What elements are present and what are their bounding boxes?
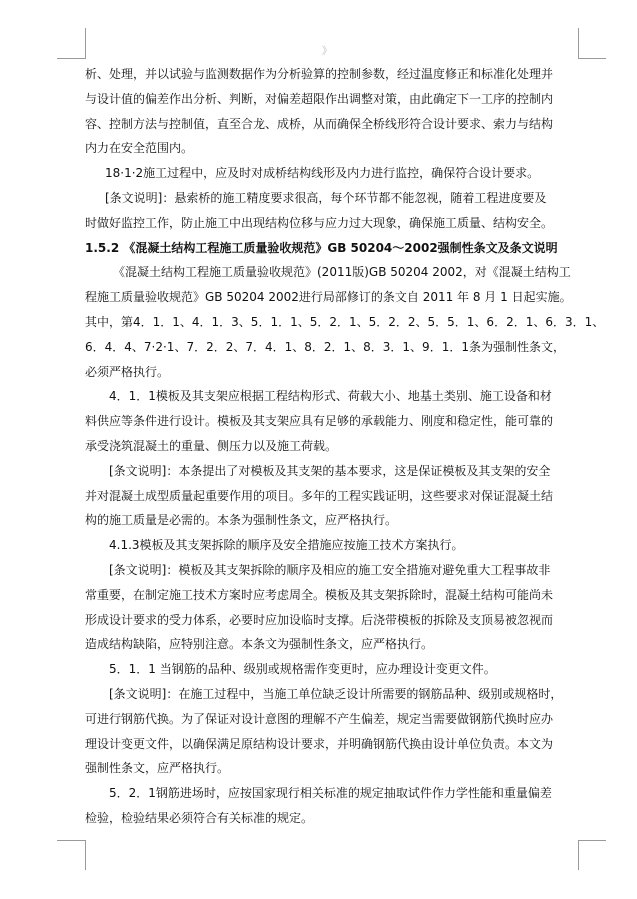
crop-mark-bottom-right-v <box>578 840 579 870</box>
crop-mark-top-right-h <box>578 58 606 59</box>
text-line: 程施工质量验收规范》GB 50204 2002进行局部修订的条文自 2011 年 8 月 1 日起实施。 <box>85 290 572 305</box>
crop-mark-bottom-left-h <box>57 840 85 841</box>
text-line: 强制性条文，应严格执行。 <box>85 761 230 776</box>
text-line: 析、处理，并以试验与监测数据作为分析验算的控制参数，经过温度修正和标准化处理并 <box>85 67 554 81</box>
text-line: 检验，检验结果必须符合有关标准的规定。 <box>85 810 314 825</box>
text-line: 18·1·2施工过程中，应及时对成桥结构线形及内力进行监控，确保符合设计要求。 <box>105 166 540 181</box>
text-line: [条文说明]：本条提出了对模板及其支架的基本要求，这是保证模板及其支架的安全 <box>109 463 551 478</box>
text-line: 5．1．1 当钢筋的品种、级别或规格需作变更时，应办理设计变更文件。 <box>109 662 496 677</box>
text-line: 容、控制方法与控制值，直至合龙、成桥，从而确保全桥线形符合设计要求、索力与结构 <box>85 116 554 131</box>
text-line: 常重要，在制定施工技术方案时应考虑周全。模板及其支架拆除时，混凝土结构可能尚未 <box>85 587 554 602</box>
text-line: 4.1.3模板及其支架拆除的顺序及安全措施应按施工技术方案执行。 <box>109 538 464 553</box>
crop-mark-top-left-h <box>57 58 85 59</box>
text-line: 《混凝土结构工程施工质量验收规范》(2011版)GB 50204 2002，对《混凝土结构工 <box>113 265 571 280</box>
crop-mark-bottom-left-v <box>85 840 86 870</box>
text-line: 可进行钢筋代换。为了保证对设计意图的理解不产生偏差，规定当需要做钢筋代换时应办 <box>85 711 554 726</box>
text-line: 时做好监控工作，防止施工中出现结构位移与应力过大现象，确保施工质量、结构安全。 <box>85 215 554 230</box>
crop-mark-top-right-v <box>578 28 579 59</box>
text-line: 料供应等条件进行设计。模板及其支架应具有足够的承载能力、刚度和稳定性，能可靠的 <box>85 414 554 429</box>
text-line: 4．1．1模板及其支架应根据工程结构形式、荷载大小、地基土类别、施工设备和材 <box>109 389 552 404</box>
crop-mark-top-left-v <box>85 28 86 59</box>
text-line: 构的施工质量是必需的。本条为强制性条文，应严格执行。 <box>85 513 398 528</box>
text-line: 内力在安全范围内。 <box>85 141 194 156</box>
text-line: 理设计变更文件，以确保满足原结构设计要求，并明确钢筋代换由设计单位负责。本文为 <box>85 736 554 751</box>
text-line: [条文说明]：在施工过程中，当施工单位缺乏设计所需要的钢筋品种、级别或规格时， <box>109 686 563 701</box>
section-heading: 1.5.2 《混凝土结构工程施工质量验收规范》GB 50204～2002强制性条文及条文说明 <box>85 240 558 255</box>
text-line: 其中，第4．1．1、4．1．3、5．1．1、5．2．1、5．2．2、5．5．1、6．2．1、6．3．1、 <box>85 314 605 329</box>
text-line: 造成结构缺陷，应特别注意。本条文为强制性条文，应严格执行。 <box>85 637 434 652</box>
document-body <box>85 62 620 831</box>
text-line: 承受浇筑混凝土的重量、侧压力以及施工荷载。 <box>85 438 338 453</box>
text-line: 6．4．4、7·2·1、7．2．2、7．4．1、8．2．1、8．3．1、9．1．1条为强制性条文， <box>85 339 565 354</box>
text-line: 形成设计要求的受力体系，必要时应加设临时支撑。后浇带模板的拆除及支顶易被忽视而 <box>85 612 554 627</box>
crop-mark-bottom-right-h <box>578 840 606 841</box>
text-line: [条文说明]：模板及其支架拆除的顺序及相应的施工安全措施对避免重大工程事故非 <box>109 562 551 577</box>
text-line: 必须严格执行。 <box>85 364 170 379</box>
text-line: [条文说明]：悬索桥的施工精度要求很高，每个环节都不能忽视，随着工程进度要及 <box>105 190 547 205</box>
header-mark: 》 <box>322 46 332 57</box>
text-line: 5．2．1钢筋进场时，应按国家现行相关标准的规定抽取试件作力学性能和重量偏差 <box>109 786 552 801</box>
text-line: 与设计值的偏差作出分析、判断，对偏差超限作出调整对策，由此确定下一工序的控制内 <box>85 91 554 106</box>
text-line: 并对混凝土成型质量起重要作用的项目。多年的工程实践证明，这些要求对保证混凝土结 <box>85 488 554 503</box>
